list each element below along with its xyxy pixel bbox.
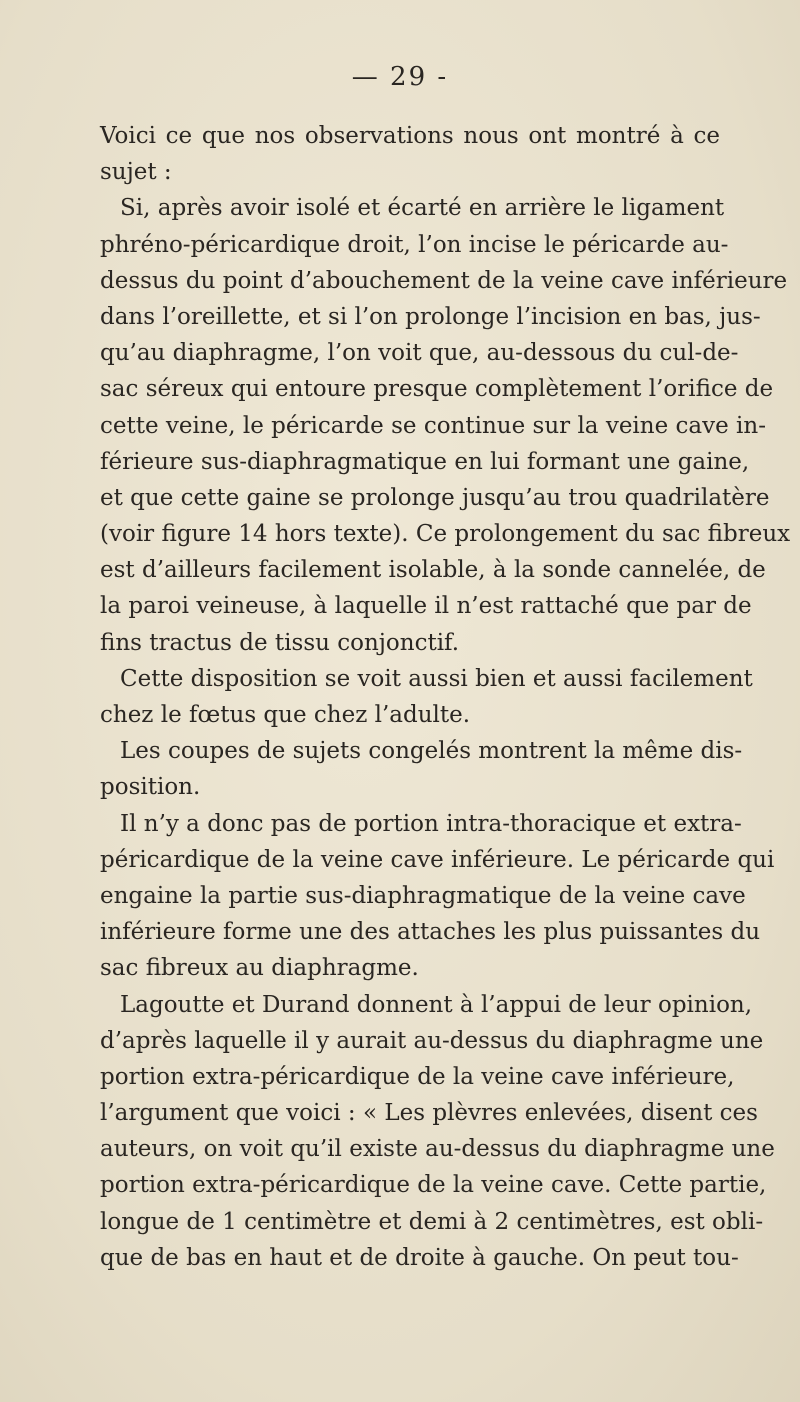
text-line: Si, après avoir isolé et écarté en arrière le ligament [120, 195, 725, 222]
text-line: dans l’oreillette, et si l’on prolonge l’incision en bas, jus- [100, 303, 761, 330]
page-number: — 29 - [351, 62, 449, 92]
text-line: Il n’y a donc pas de portion intra-thoracique et extra- [120, 810, 742, 837]
text-line: dessus du point d’abouchement de la veine cave inférieure [100, 267, 788, 294]
text-line: engaine la partie sus-diaphragmatique de la veine cave [100, 882, 746, 909]
text-line: cette veine, le péricarde se continue sur la veine cave in- [100, 412, 766, 439]
text-line: et que cette gaine se prolonge jusqu’au trou quadrilatère [100, 484, 770, 511]
text-line: chez le fœtus que chez l’adulte. [100, 702, 471, 728]
text-line: inférieure forme une des attaches les plus puissantes du [100, 919, 761, 946]
text-line: la paroi veineuse, à laquelle il n’est rattaché que par de [100, 593, 752, 620]
text-line: portion extra-péricardique de la veine cave. Cette partie, [100, 1172, 767, 1199]
text-line: Lagoutte et Durand donnent à l’appui de leur opinion, [120, 991, 753, 1018]
text-line: Cette disposition se voit aussi bien et aussi facilement [120, 665, 753, 692]
text-line: que de bas en haut et de droite à gauche. On peut tou- [100, 1244, 739, 1271]
text-line: férieure sus-diaphragmatique en lui formant une gaine, [100, 448, 750, 475]
text-line: qu’au diaphragme, l’on voit que, au-dessous du cul-de- [100, 340, 739, 367]
text-line: (voir figure 14 hors texte). Ce prolongement du sac fibreux [100, 521, 791, 548]
text-line: l’argument que voici : « Les plèvres enlevées, disent ces [100, 1100, 758, 1127]
body-text [100, 118, 791, 1276]
text-line: portion extra-péricardique de la veine cave inférieure, [100, 1063, 735, 1090]
text-line: péricardique de la veine cave inférieure. Le péricarde qui [100, 846, 775, 873]
text-line: Voici ce que nos observations nous ont montré à ce [100, 123, 720, 149]
text-line: fins tractus de tissu conjonctif. [100, 629, 460, 656]
text-line: d’après laquelle il y aurait au-dessus du diaphragme une [100, 1027, 764, 1054]
text-line: sac séreux qui entoure presque complètement l’orifice de [100, 376, 774, 403]
text-line: longue de 1 centimètre et demi à 2 centimètres, est obli- [100, 1208, 764, 1235]
text-line: phréno-péricardique droit, l’on incise le péricarde au- [100, 231, 729, 258]
text-line: auteurs, on voit qu’il existe au-dessus du diaphragme une [100, 1136, 775, 1163]
text-line: sac fibreux au diaphragme. [100, 955, 419, 982]
text-line: position. [100, 774, 201, 801]
text-line: sujet : [100, 159, 172, 186]
text-line: Les coupes de sujets congelés montrent la même dis- [120, 738, 743, 765]
text-line: est d’ailleurs facilement isolable, à la sonde cannelée, de [100, 557, 766, 584]
